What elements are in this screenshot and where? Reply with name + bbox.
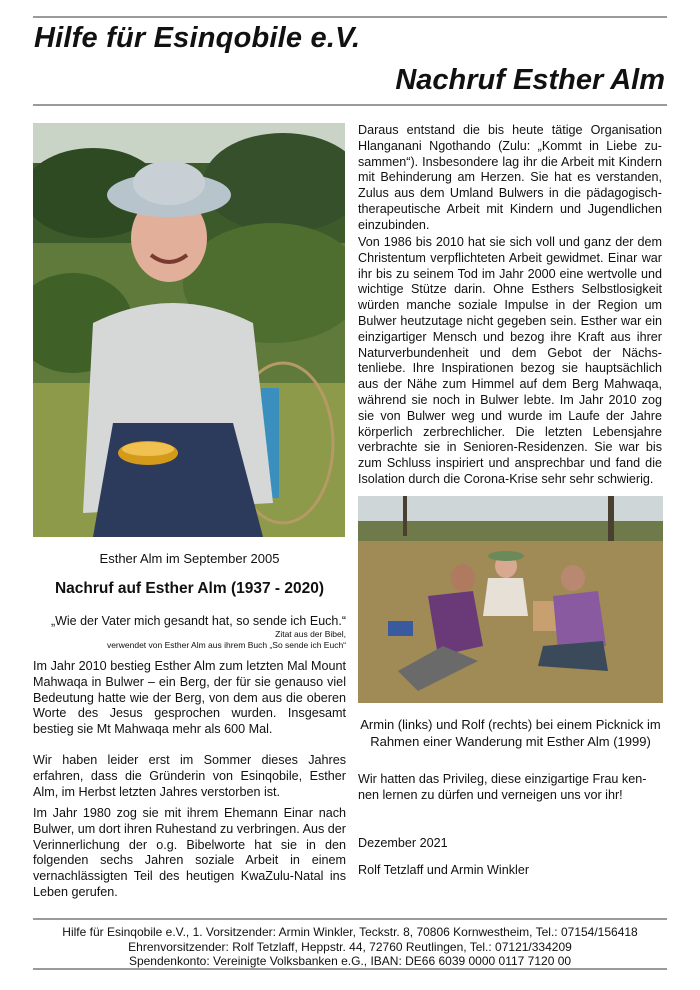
closing-statement: Wir hatten das Privileg, diese einzigartige Frau kennen lernen zu dürfen und verneigen uns vor ihr!	[358, 772, 647, 802]
footer-line-bank: Spendenkonto: Vereinigte Volksbanken e.G., IBAN: DE66 6039 0000 0117 7120 00	[128, 954, 572, 968]
top-rule	[33, 16, 667, 18]
paragraph-news: Wir haben leider erst im Sommer dieses Jahres erfahren, dass die Gründerin von Esinqobile, Esther Alm, im Herbst letzten Jahres verstorben ist.	[33, 753, 346, 799]
photo-esther-alm	[33, 123, 345, 537]
date-line: Dezember 2021	[358, 836, 448, 850]
paragraph-mahwaqa: Im Jahr 2010 bestieg Esther Alm zum letzten Mal Mount Mahwaqa in Bulwer – ein Berg, der für sie genauso viel Bedeutung hatte wie der Berg, von dem aus die oberen Worte des Jesus gesprochen wurden. Insgesamt bestieg sie Mt Mahwaqa mehr als 600 Mal.	[33, 659, 346, 737]
document-title: Nachruf Esther Alm	[395, 64, 665, 96]
signature-line: Rolf Tetzlaff und Armin Winkler	[358, 863, 530, 877]
footer-rule-bottom	[33, 968, 667, 970]
photo-caption-picnic: Armin (links) und Rolf (rechts) bei einem Picknick im Rahmen einer Wanderung mit Esther Alm (1999)	[360, 717, 661, 749]
footer-line-honorary: Ehrenvorsitzender: Rolf Tetzlaff, Heppstr. 44, 72760 Reutlingen, Tel.: 07121/334209	[128, 939, 572, 954]
footer-contact	[33, 925, 667, 969]
paragraph-1980: Im Jahr 1980 zog sie mit ihrem Ehemann Einar nach Bulwer, um dort ihren Ruhestand zu verbringen. Aus der Verinnerlichung der o.g. Bibelworte hat sie in den folgenden sechs Jahren soziale Arbeit in einem vernachlässigten Teil des heutigen KwaZulu-Natal ins Leben gerufen.	[33, 806, 346, 899]
header-rule	[33, 104, 667, 106]
photo-caption-esther: Esther Alm im September 2005	[99, 551, 280, 566]
paragraph-organisation: Daraus entstand die bis heute tätige Organisation Hlanganani Ngothando (Zulu: „Kommt in Liebe zusammen“). Insbesondere lag ihr die Arbeit mit Kindern mit Behinderung am Herzen. Sie hat es verstanden, Zulus aus dem Umland Bulwers in die pädagogisch-therapeutische Arbeit mit Kindern und Jugendlichen einzubinden.	[358, 123, 662, 232]
quote-source-line-1: Zitat aus der Bibel,	[275, 629, 346, 639]
photo-picnic	[358, 496, 663, 703]
quote-source-line-2: verwendet von Esther Alm aus ihrem Buch „So sende ich Euch“	[106, 639, 346, 650]
footer-line-chair: Hilfe für Esinqobile e.V., 1. Vorsitzender: Armin Winkler, Teckstr. 8, 70806 Kornwestheim, Tel.: 07154/156418	[62, 925, 638, 939]
footer-rule-top	[33, 918, 667, 920]
obituary-subheading: Nachruf auf Esther Alm (1937 - 2020)	[54, 580, 325, 597]
paragraph-1986-2010: Von 1986 bis 2010 hat sie sich voll und ganz der dem Christentum verpflichteten Arbeit gewidmet. Einar war ihr bis zu seinem Tod im Jahr 2000 eine wertvolle und wichtige Stütze darin. Ohne Esthers Selbstlosigkeit würden manche soziale Impulse in der Region um Bulwer heutzutage nicht gegeben sein. Esther war ein einzigartiger Mensch und bezog ihre Kraft aus ihrer Naturverbundenheit und dem Gebot der Nächstenliebe. Ihre Inspirationen bezog sie hauptsächlich aus der Nähe zum Himmel auf dem Berg Mahwaqa, während sie noch in Bulwer lebte. Im Jahr 2010 zog sie von Bulwer weg und wurde im Laufe der Jahre körperlich zerbrechlicher. Die letzten Lebensjahre verbrachte sie in Senioren-Residenzen. Sie war bis zum Schluss inspiriert und ansprechbar und fand die Isolation durch die Corona-Krise sehr sehr schwierig.	[358, 235, 662, 486]
bible-quote: „Wie der Vater mich gesandt hat, so sende ich Euch.“	[50, 614, 346, 628]
org-title: Hilfe für Esinqobile e.V.	[34, 22, 361, 54]
quote-source	[33, 629, 346, 650]
